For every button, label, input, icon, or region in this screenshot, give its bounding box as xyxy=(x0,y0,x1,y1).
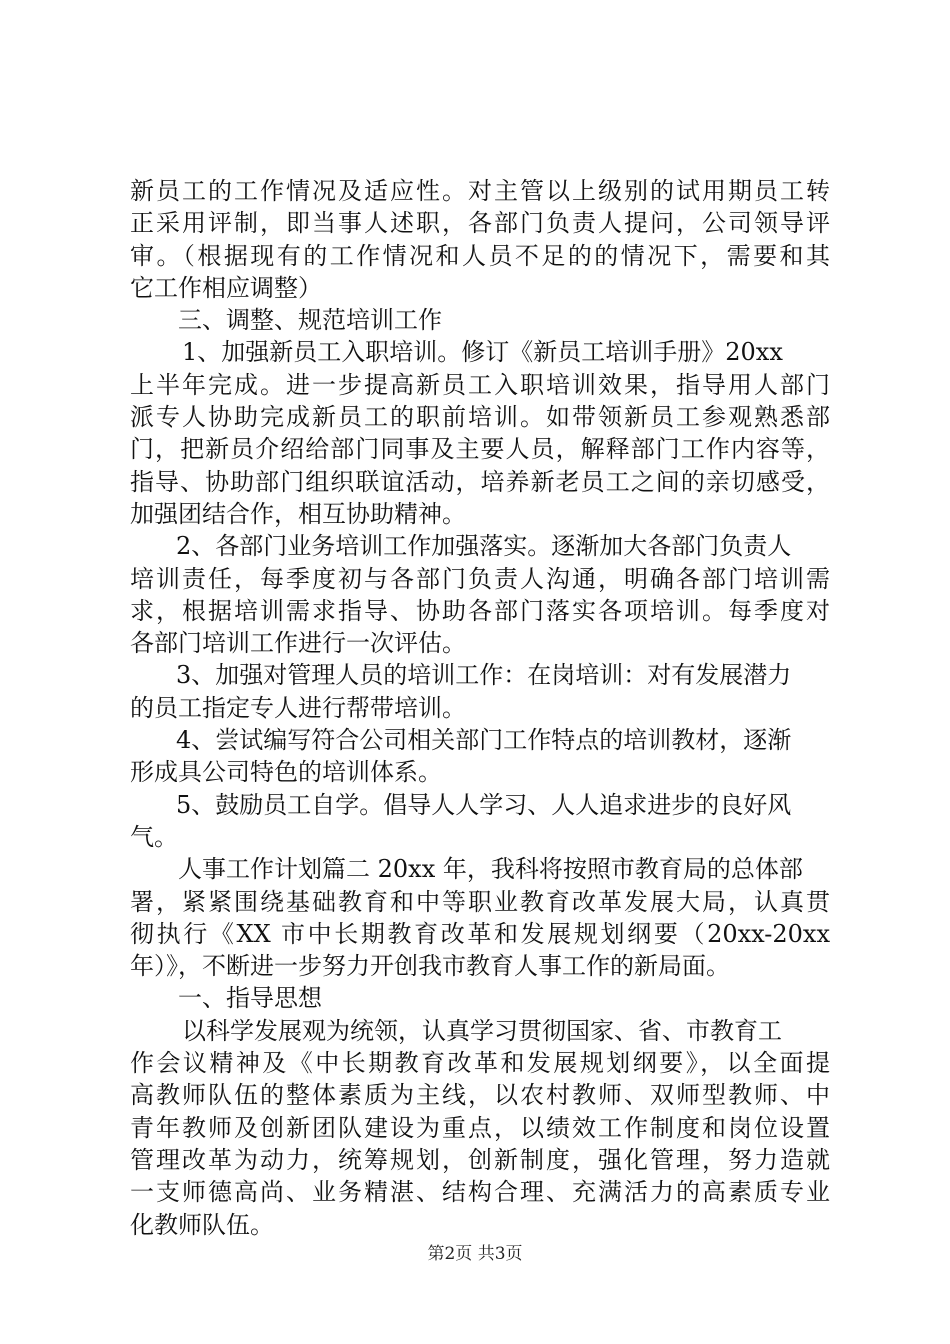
document-body xyxy=(130,175,830,1241)
text-line: 人事工作计划篇二 20xx 年，我科将按照市教育局的总体部 xyxy=(178,855,803,884)
text-line: 审。（根据现有的工作情况和人员不足的的情况下，需要和其 xyxy=(130,241,830,270)
text-line: 指导、协助部门组织联谊活动，培养新老员工之间的亲切感受， xyxy=(130,467,830,496)
text-line: 署，紧紧围绕基础教育和中等职业教育改革发展大局，认真贯 xyxy=(130,887,830,916)
text-line: 门，把新员介绍给部门同事及主要人员，解释部门工作内容等， xyxy=(130,435,830,464)
text-line: 上半年完成。进一步提高新员工入职培训效果，指导用人部门 xyxy=(130,370,830,399)
text-line: 培训责任，每季度初与各部门负责人沟通，明确各部门培训需 xyxy=(130,564,830,593)
text-line: 年）》，不断进一步努力开创我市教育人事工作的新局面。 xyxy=(130,952,730,981)
page-footer xyxy=(0,1243,950,1265)
text-line: 4、尝试编写符合公司相关部门工作特点的培训教材，逐渐 xyxy=(176,726,792,755)
text-line: 求，根据培训需求指导、协助各部门落实各项培训。每季度对 xyxy=(130,596,830,625)
section-heading: 一、指导思想 xyxy=(178,984,322,1013)
text-line: 它工作相应调整） xyxy=(130,273,322,302)
text-line: 加强团结合作，相互协助精神。 xyxy=(130,499,466,528)
text-line: 气。 xyxy=(130,822,178,851)
text-line: 一支师德高尚、业务精湛、结构合理、充满活力的高素质专业 xyxy=(130,1178,830,1207)
text-line: 1、加强新员工入职培训。修订《新员工培训手册》20xx xyxy=(182,338,783,367)
text-line: 各部门培训工作进行一次评估。 xyxy=(130,629,466,658)
text-line: 新员工的工作情况及适应性。对主管以上级别的试用期员工转 xyxy=(130,177,830,205)
text-line: 作会议精神及《中长期教育改革和发展规划纲要》，以全面提 xyxy=(130,1049,830,1078)
text-line: 2、各部门业务培训工作加强落实。逐渐加大各部门负责人 xyxy=(176,532,792,561)
text-line: 高教师队伍的整体素质为主线，以农村教师、双师型教师、中 xyxy=(130,1081,830,1110)
text-line: 3、加强对管理人员的培训工作：在岗培训：对有发展潜力 xyxy=(176,661,792,690)
text-line: 彻执行《XX 市中长期教育改革和发展规划纲要（20xx-20xx xyxy=(130,919,830,948)
text-line: 青年教师及创新团队建设为重点，以绩效工作制度和岗位设置 xyxy=(130,1113,830,1142)
page-number-indicator: 第2页 共3页 xyxy=(427,1244,523,1264)
text-line: 管理改革为动力，统筹规划，创新制度，强化管理，努力造就 xyxy=(130,1145,830,1174)
section-heading: 三、调整、规范培训工作 xyxy=(178,306,442,335)
text-line: 5、鼓励员工自学。倡导人人学习、人人追求进步的良好风 xyxy=(176,790,792,819)
text-line: 化教师队伍。 xyxy=(130,1210,274,1239)
text-line: 派专人协助完成新员工的职前培训。如带领新员工参观熟悉部 xyxy=(130,403,830,432)
text-line: 正采用评制，即当事人述职，各部门负责人提问，公司领导评 xyxy=(130,209,830,238)
text-line: 以科学发展观为统领，认真学习贯彻国家、省、市教育工 xyxy=(182,1016,782,1045)
text-line: 的员工指定专人进行帮带培训。 xyxy=(130,693,466,722)
text-line: 形成具公司特色的培训体系。 xyxy=(130,758,442,787)
